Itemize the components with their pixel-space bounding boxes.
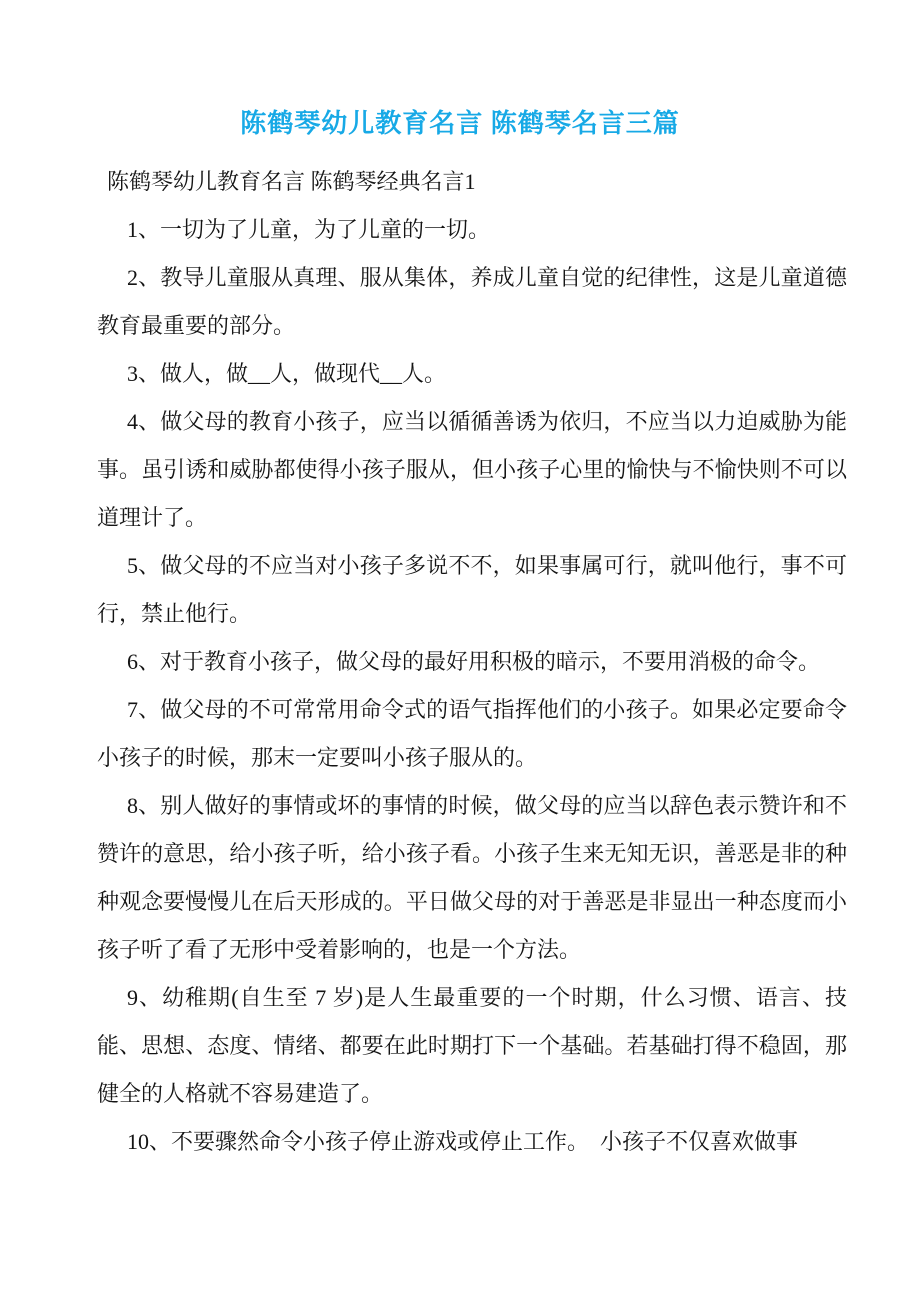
quote-paragraph-5: 5、做父母的不应当对小孩子多说不不，如果事属可行，就叫他行，事不可行，禁止他行。 [97, 553, 847, 626]
document-body [97, 158, 847, 1166]
quote-paragraph-1: 1、一切为了儿童，为了儿童的一切。 [127, 217, 491, 242]
quote-paragraph-8: 8、别人做好的事情或坏的事情的时候，做父母的应当以辞色表示赞许和不赞许的意思，给小孩子听，给小孩子看。小孩子生来无知无识，善恶是非的种种观念要慢慢儿在后天形成的。平日做父母的对于善恶是非显出一种态度而小孩子听了看了无形中受着影响的，也是一个方法。 [97, 793, 847, 962]
quote-paragraph-3: 3、做人，做__人，做现代__人。 [127, 361, 447, 386]
quote-paragraph-9: 9、幼稚期(自生至 7 岁)是人生最重要的一个时期，什么习惯、语言、技能、思想、态度、情绪、都要在此时期打下一个基础。若基础打得不稳固，那健全的人格就不容易建造了。 [97, 985, 847, 1106]
quote-paragraph-10: 10、不要骤然命令小孩子停止游戏或停止工作。 小孩子不仅喜欢做事 [127, 1129, 799, 1154]
quote-paragraph-7: 7、做父母的不可常常用命令式的语气指挥他们的小孩子。如果必定要命令小孩子的时候，那末一定要叫小孩子服从的。 [97, 697, 847, 770]
quote-paragraph-2: 2、教导儿童服从真理、服从集体，养成儿童自觉的纪律性，这是儿童道德教育最重要的部分。 [97, 265, 847, 338]
quote-paragraph-6: 6、对于教育小孩子，做父母的最好用积极的暗示，不要用消极的命令。 [127, 649, 821, 674]
document-subtitle: 陈鹤琴幼儿教育名言 陈鹤琴经典名言1 [107, 169, 476, 194]
quote-paragraph-4: 4、做父母的教育小孩子，应当以循循善诱为依归，不应当以力迫威胁为能事。虽引诱和威胁都使得小孩子服从，但小孩子心里的愉快与不愉快则不可以道理计了。 [97, 409, 847, 530]
page-title: 陈鹤琴幼儿教育名言 陈鹤琴名言三篇 [240, 109, 680, 138]
